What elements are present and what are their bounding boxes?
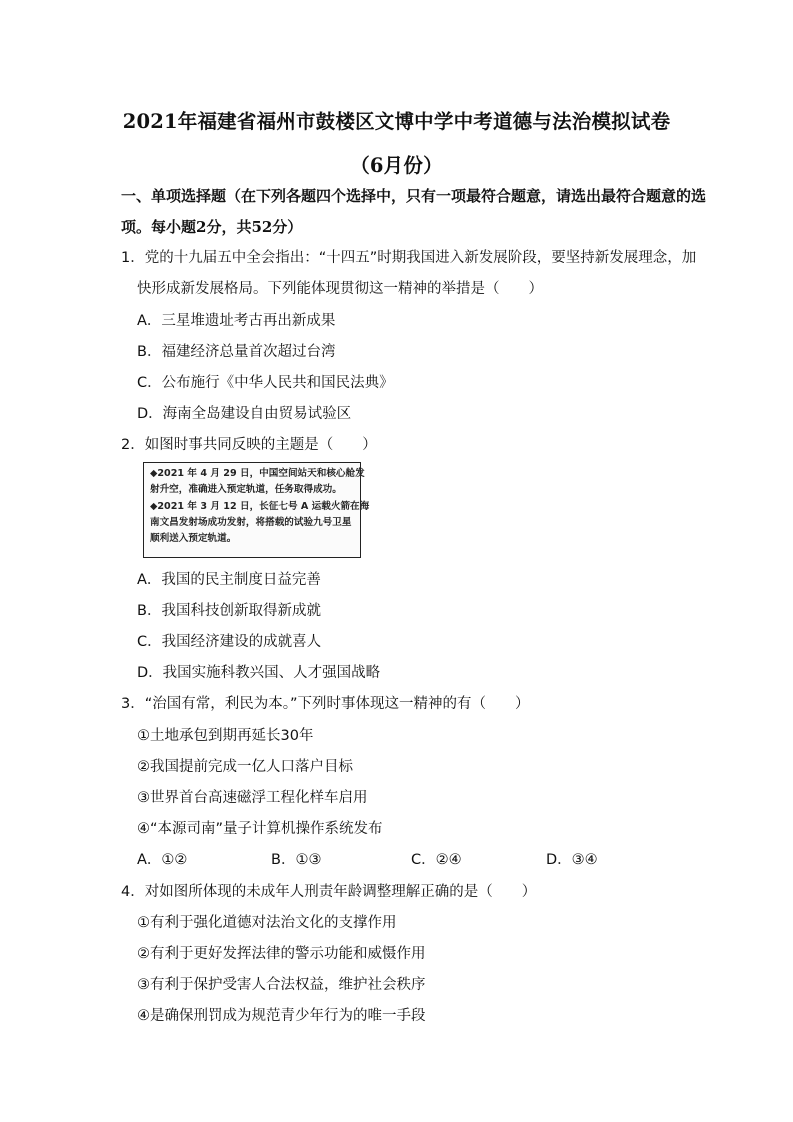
question-1-option-d[interactable]: D．海南全岛建设自由贸易试验区 (137, 406, 352, 422)
question-2-option-a[interactable]: A．我国的民主制度日益完善 (137, 572, 321, 588)
question-2-option-d[interactable]: D．我国实施科教兴国、人才强国战略 (137, 665, 381, 681)
question-3-stem: 3．“治国有常，利民为本。”下列时事体现这一精神的有（ ） (121, 696, 530, 712)
question-1-stem: 1．党的十九届五中全会指出：“十四五”时期我国进入新发展阶段，要坚持新发展理念，加 (121, 250, 697, 266)
question-3-option-b[interactable]: B．①③ (271, 852, 322, 868)
question-1-option-c[interactable]: C．公布施行《中华人民共和国民法典》 (137, 375, 394, 391)
question-3-option-a[interactable]: A．①② (137, 852, 188, 868)
question-2-stem: 2．如图时事共同反映的主题是（ ） (121, 437, 377, 453)
exam-title-month: （6月份） (350, 154, 443, 177)
question-4-item-3: ③有利于保护受害人合法权益，维护社会秩序 (137, 977, 426, 993)
question-4-item-1: ①有利于强化道德对法治文化的支撑作用 (137, 915, 397, 931)
news-clipping-image (143, 462, 370, 558)
question-1-option-b[interactable]: B．福建经济总量首次超过台湾 (137, 344, 336, 360)
section-heading-cont: 项。每小题2分，共52分） (121, 218, 303, 236)
question-1-option-a[interactable]: A．三星堆遗址考古再出新成果 (137, 313, 336, 329)
question-1-stem-cont: 快形成新发展格局。下列能体现贯彻这一精神的举措是（ ） (137, 281, 543, 297)
exam-title: 2021年福建省福州市鼓楼区文博中学中考道德与法治模拟试卷 (122, 110, 671, 133)
question-3-item-2: ②我国提前完成一亿人口落户目标 (137, 759, 353, 775)
news-line: 顺利送入预定轨道。 (150, 533, 237, 544)
question-3-item-4: ④“本源司南”量子计算机操作系统发布 (137, 821, 383, 837)
news-line: ◆2021 年 4 月 29 日，中国空间站天和核心舱发 (150, 468, 365, 479)
news-line: 射升空，准确进入预定轨道，任务取得成功。 (150, 484, 342, 495)
question-2-option-b[interactable]: B．我国科技创新取得新成就 (137, 603, 321, 619)
question-3-item-3: ③世界首台高速磁浮工程化样车启用 (137, 790, 368, 806)
news-line: 南文昌发射场成功发射，将搭载的试验九号卫星 (150, 517, 352, 528)
news-line: ◆2021 年 3 月 12 日，长征七号 A 运载火箭在海 (150, 501, 370, 512)
question-3-option-d[interactable]: D．③④ (546, 852, 598, 868)
question-4-item-2: ②有利于更好发挥法律的警示功能和威慑作用 (137, 946, 426, 962)
question-4-stem: 4．对如图所体现的未成年人刑责年龄调整理解正确的是（ ） (121, 884, 537, 900)
section-heading: 一、单项选择题（在下列各题四个选择中，只有一项最符合题意，请选出最符合题意的选 (121, 187, 707, 205)
question-3-option-c[interactable]: C．②④ (411, 852, 462, 868)
question-4-item-4: ④是确保刑罚成为规范青少年行为的唯一手段 (137, 1008, 426, 1024)
question-2-option-c[interactable]: C．我国经济建设的成就喜人 (137, 634, 322, 650)
question-3-item-1: ①土地承包到期再延长30年 (137, 728, 314, 744)
